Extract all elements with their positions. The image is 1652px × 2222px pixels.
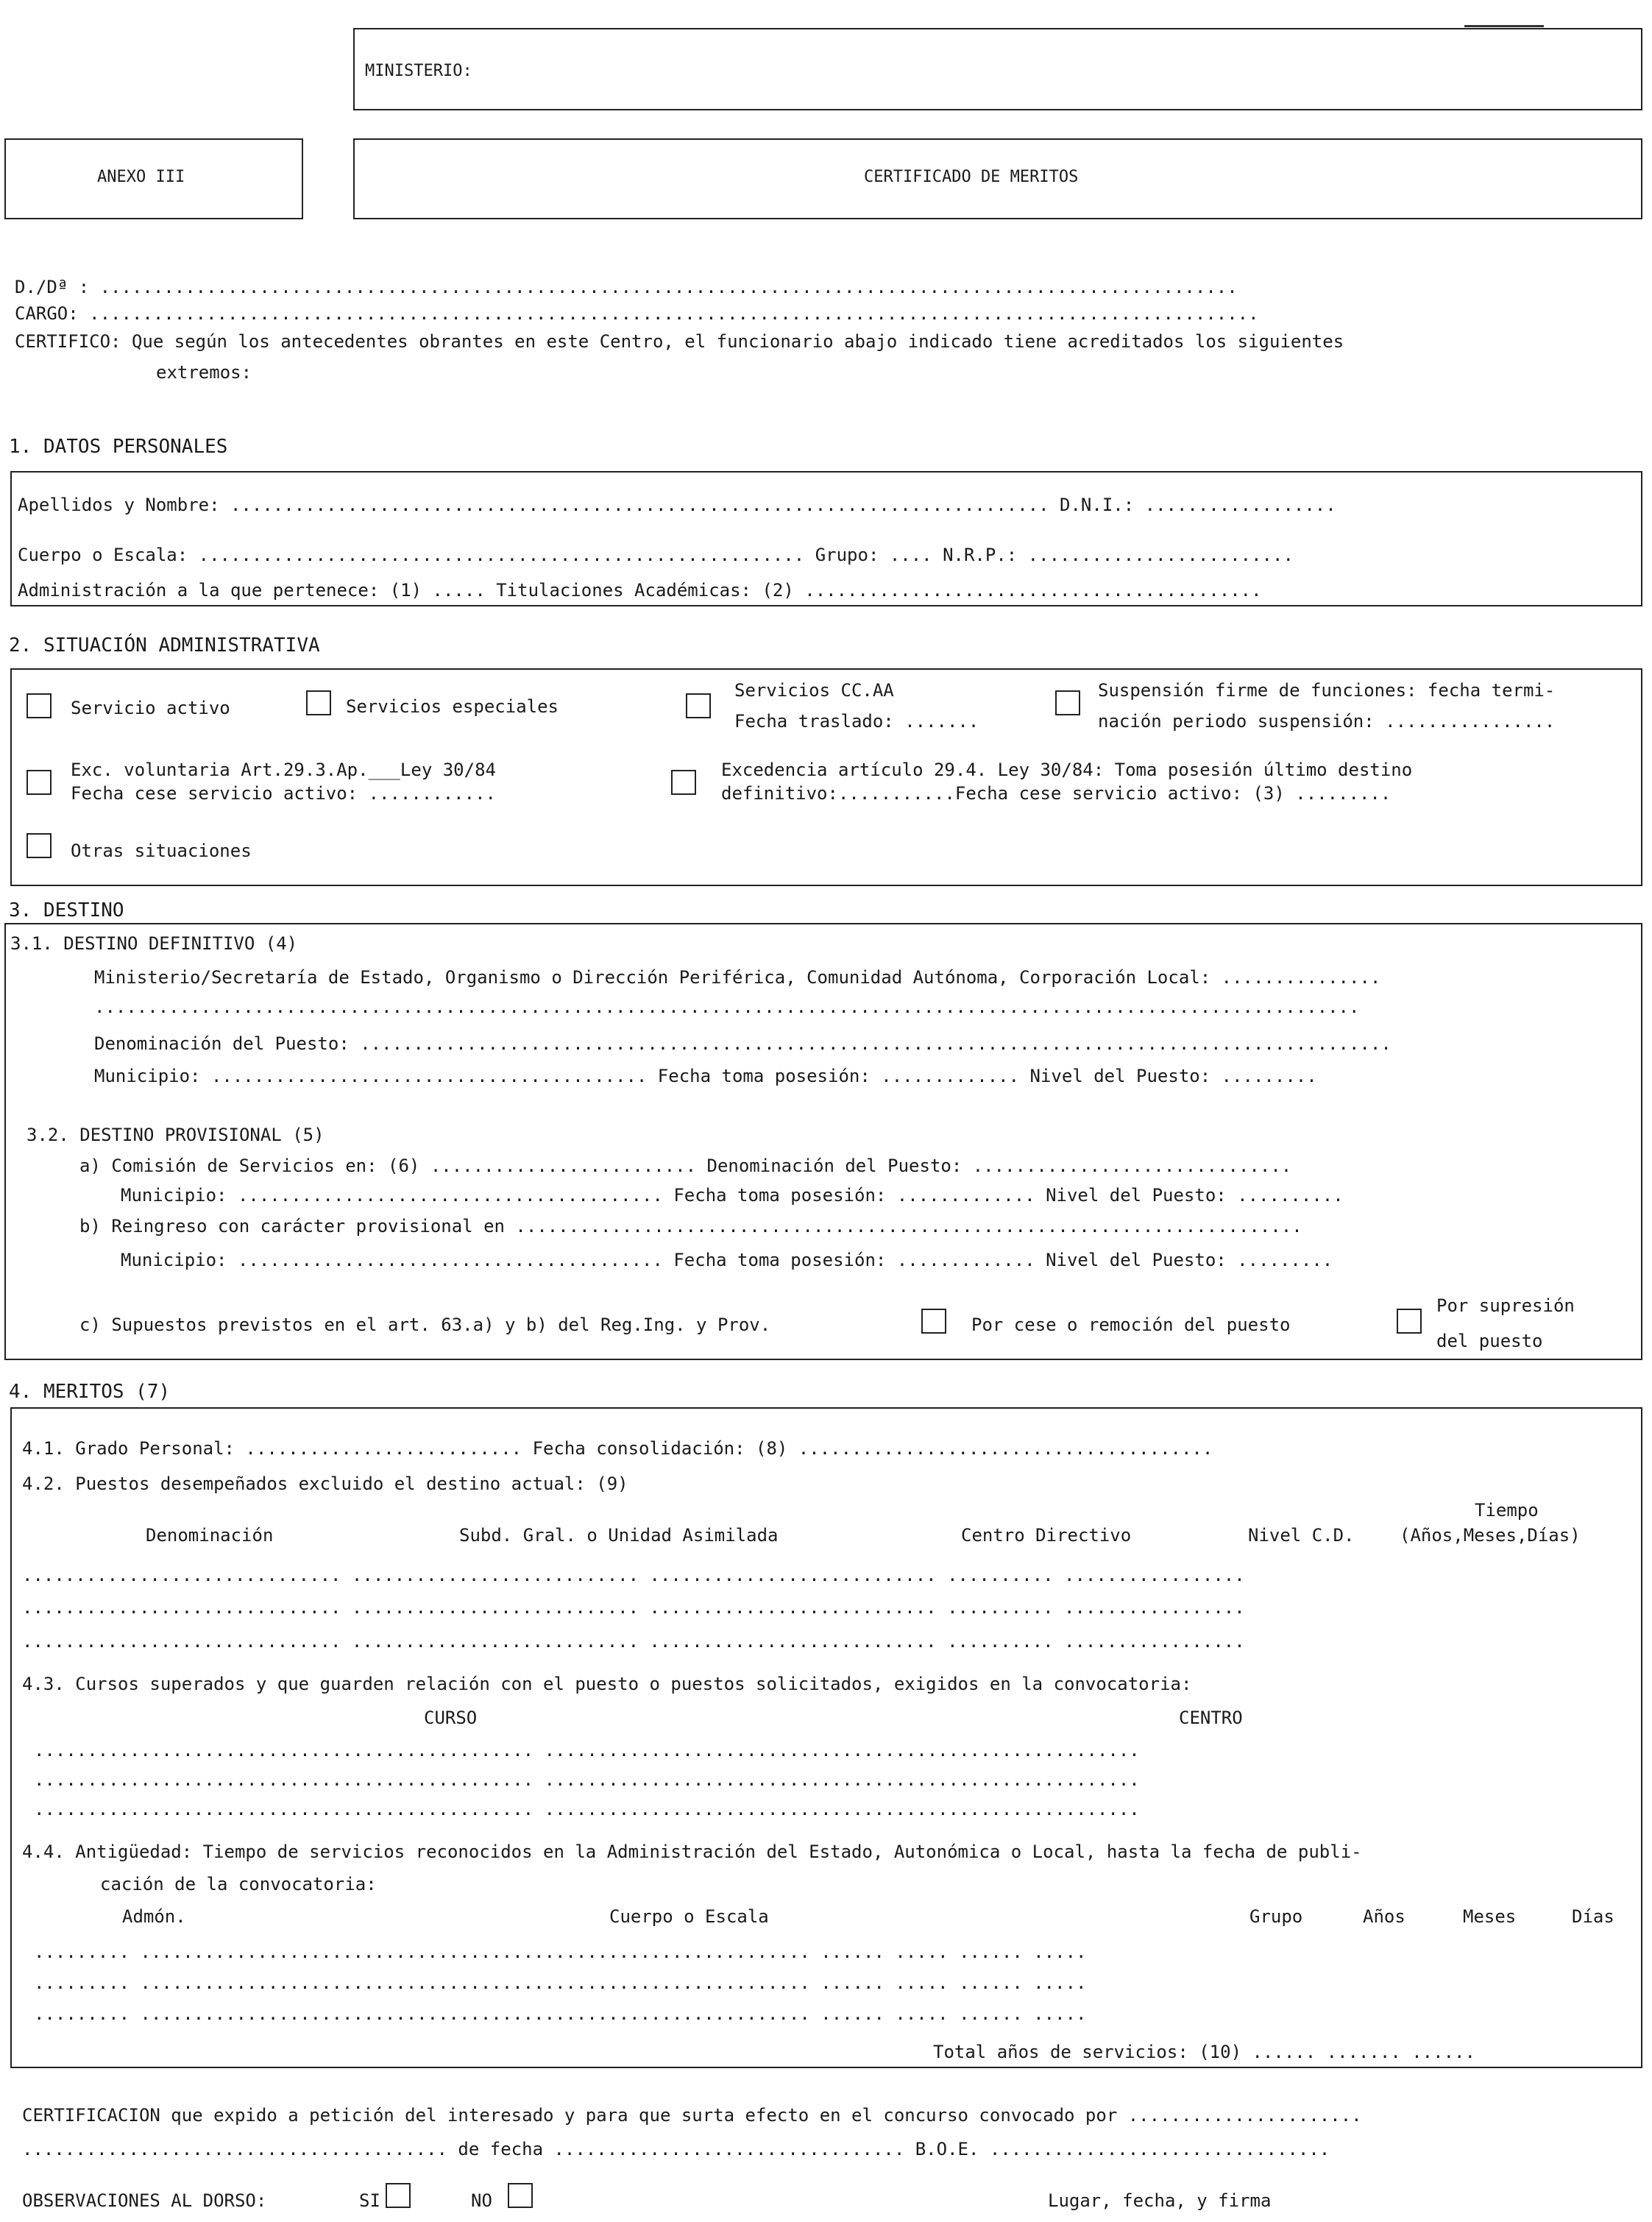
ministerio-organismo-cont[interactable]: .......................................................................................................................: [94, 997, 1360, 1017]
grado-personal-field[interactable]: 4.1. Grado Personal: .......................... Fecha consolidación: (8) .......................................: [22, 1438, 1213, 1459]
col-cuerpo-escala: Cuerpo o Escala: [609, 1906, 769, 1927]
section-1-box: [10, 471, 1642, 606]
col-dias: Días: [1572, 1906, 1614, 1927]
puesto-row[interactable]: .............................. ........................... ........................... .......... .................: [22, 1597, 1245, 1618]
section-4-box: [10, 1407, 1642, 2068]
label-servicio-activo: Servicio activo: [71, 698, 230, 718]
curso-row[interactable]: ............................................... ........................................................: [34, 1769, 1140, 1790]
denominacion-field[interactable]: Denominación del Puesto: .................................................................................................: [94, 1033, 1392, 1054]
label-exc-voluntaria-2: Fecha cese servicio activo: ............: [71, 783, 496, 804]
checkbox-exc-voluntaria[interactable]: [26, 770, 52, 795]
label-suspension-2: nación periodo suspensión: ................: [1098, 711, 1556, 732]
label-servicios-especiales: Servicios especiales: [346, 696, 559, 717]
col-subd: Subd. Gral. o Unidad Asimilada: [459, 1525, 779, 1546]
section-3-heading: 3. DESTINO: [9, 899, 124, 921]
section-3-box: [4, 923, 1642, 1360]
apellidos-field[interactable]: Apellidos y Nombre: ............................................................................. D.N.I.: ..................: [18, 495, 1336, 515]
label-cese-remocion: Por cese o remoción del puesto: [971, 1315, 1291, 1335]
administracion-field[interactable]: Administración a la que pertenece: (1) ..... Titulaciones Académicas: (2) ...........................................: [18, 580, 1262, 601]
dd-field[interactable]: D./Dª : ...........................................................................................................: [15, 277, 1238, 297]
checkbox-cese-remocion[interactable]: [921, 1309, 946, 1334]
page-title: CERTIFICADO DE MERITOS: [864, 168, 1079, 186]
antiguedad-row[interactable]: ......... ............................................................... ...... ..... ...... .....: [34, 1972, 1087, 1993]
observaciones-label: OBSERVACIONES AL DORSO:: [22, 2190, 267, 2211]
col-grupo: Grupo: [1249, 1906, 1303, 1927]
certificacion-line-2[interactable]: ........................................ de fecha ................................. B.O.E. ................................: [22, 2139, 1330, 2159]
title-box: [353, 138, 1642, 219]
ministerio-box: [353, 28, 1642, 110]
checkbox-excedencia[interactable]: [671, 770, 696, 795]
anexo-box: [4, 138, 303, 219]
label-ccaa-1: Servicios CC.AA: [734, 680, 894, 701]
puestos-heading: 4.2. Puestos desempeñados excluido el destino actual: (9): [22, 1473, 628, 1494]
label-ccaa-2: Fecha traslado: .......: [734, 711, 979, 732]
no-label: NO: [471, 2190, 492, 2211]
destino-provisional-heading: 3.2. DESTINO PROVISIONAL (5): [26, 1125, 325, 1145]
col-centro-directivo: Centro Directivo: [961, 1525, 1132, 1546]
col-anos-meses-dias: (Años,Meses,Días): [1400, 1525, 1581, 1546]
ministerio-organismo-field[interactable]: Ministerio/Secretaría de Estado, Organismo o Dirección Periférica, Comunidad Autónoma, Corporación Local: ...............: [94, 967, 1381, 988]
lugar-fecha-firma: Lugar, fecha, y firma: [1048, 2190, 1272, 2211]
cargo-field[interactable]: CARGO: ..............................................................................................................: [15, 303, 1259, 324]
col-curso: CURSO: [424, 1708, 478, 1728]
supuestos-text: c) Supuestos previstos en el art. 63.a) y b) del Reg.Ing. y Prov.: [79, 1315, 771, 1335]
checkbox-otras-situaciones[interactable]: [26, 833, 52, 858]
checkbox-servicio-activo[interactable]: [26, 693, 52, 718]
reingreso-municipio-field[interactable]: Municipio: ........................................ Fecha toma posesión: ............. Nivel del Puesto: .........: [121, 1250, 1333, 1270]
label-otras-situaciones: Otras situaciones: [71, 841, 252, 861]
checkbox-servicios-especiales[interactable]: [306, 690, 331, 715]
col-denominacion: Denominación: [146, 1525, 274, 1546]
col-meses: Meses: [1463, 1906, 1517, 1927]
label-suspension-1: Suspensión firme de funciones: fecha termi-: [1098, 680, 1556, 701]
comision-field[interactable]: a) Comisión de Servicios en: (6) ......................... Denominación del Puesto: ..............................: [79, 1156, 1292, 1176]
comision-municipio-field[interactable]: Municipio: ........................................ Fecha toma posesión: ............. Nivel del Puesto: ..........: [121, 1185, 1344, 1206]
curso-row[interactable]: ............................................... ........................................................: [34, 1740, 1140, 1761]
puesto-row[interactable]: .............................. ........................... ........................... .......... .................: [22, 1565, 1245, 1585]
checkbox-servicios-ccaa[interactable]: [686, 693, 711, 718]
cuerpo-field[interactable]: Cuerpo o Escala: ......................................................... Grupo: .... N.R.P.: .........................: [18, 545, 1294, 565]
ministerio-label: MINISTERIO:: [365, 62, 472, 80]
municipio-definitivo-field[interactable]: Municipio: ......................................... Fecha toma posesión: ............. Nivel del Puesto: .........: [94, 1066, 1317, 1086]
section-2-box: [10, 668, 1642, 886]
checkbox-suspension[interactable]: [1055, 690, 1080, 715]
anexo-label: ANEXO III: [97, 168, 185, 186]
label-exc-voluntaria-1: Exc. voluntaria Art.29.3.Ap.___Ley 30/84: [71, 760, 496, 780]
col-anos: Años: [1363, 1906, 1405, 1927]
section-2-heading: 2. SITUACIÓN ADMINISTRATIVA: [9, 634, 320, 657]
certifico-text: CERTIFICO: Que según los antecedentes obrantes en este Centro, el funcionario abajo indicado tiene acreditados los siguientes: [15, 331, 1344, 352]
label-excedencia-1: Excedencia artículo 29.4. Ley 30/84: Toma posesión último destino: [721, 760, 1413, 780]
section-4-heading: 4. MERITOS (7): [9, 1381, 171, 1403]
puesto-row[interactable]: .............................. ........................... ........................... .......... .................: [22, 1631, 1245, 1652]
top-rule: [1464, 25, 1544, 27]
curso-row[interactable]: ............................................... ........................................................: [34, 1799, 1140, 1819]
si-label: SI: [359, 2190, 380, 2211]
label-excedencia-2: definitivo:...........Fecha cese servicio activo: (3) .........: [721, 783, 1392, 804]
certificacion-line-1[interactable]: CERTIFICACION que expido a petición del interesado y para que surta efecto en el concurso convocado por ......................: [22, 2105, 1362, 2126]
checkbox-si[interactable]: [386, 2183, 411, 2208]
checkbox-no[interactable]: [508, 2183, 533, 2208]
cursos-heading: 4.3. Cursos superados y que guarden relación con el puesto o puestos solicitados, exigidos en la convocatoria:: [22, 1674, 1192, 1694]
label-supresion-2: del puesto: [1436, 1331, 1543, 1351]
antiguedad-row[interactable]: ......... ............................................................... ...... ..... ...... .....: [34, 1942, 1087, 1962]
label-supresion-1: Por supresión: [1436, 1295, 1575, 1316]
col-tiempo: Tiempo: [1475, 1500, 1539, 1521]
antiguedad-text-1: 4.4. Antigüedad: Tiempo de servicios reconocidos en la Administración del Estado, Autonómica o Local, hasta la fecha de publi-: [22, 1841, 1362, 1862]
antiguedad-text-2: cación de la convocatoria:: [100, 1874, 377, 1894]
reingreso-field[interactable]: b) Reingreso con carácter provisional en ..........................................................................: [79, 1216, 1302, 1236]
checkbox-supresion[interactable]: [1397, 1309, 1422, 1334]
section-1-heading: 1. DATOS PERSONALES: [9, 436, 228, 458]
extremos-text: extremos:: [156, 362, 252, 383]
antiguedad-row[interactable]: ......... ............................................................... ...... ..... ...... .....: [34, 2003, 1087, 2024]
col-centro: CENTRO: [1179, 1708, 1243, 1728]
total-anos-servicios[interactable]: Total años de servicios: (10) ...... ....... ......: [933, 2042, 1475, 2062]
destino-definitivo-heading: 3.1. DESTINO DEFINITIVO (4): [10, 933, 298, 954]
col-nivel: Nivel C.D.: [1248, 1525, 1355, 1546]
col-admon: Admón.: [122, 1906, 186, 1927]
